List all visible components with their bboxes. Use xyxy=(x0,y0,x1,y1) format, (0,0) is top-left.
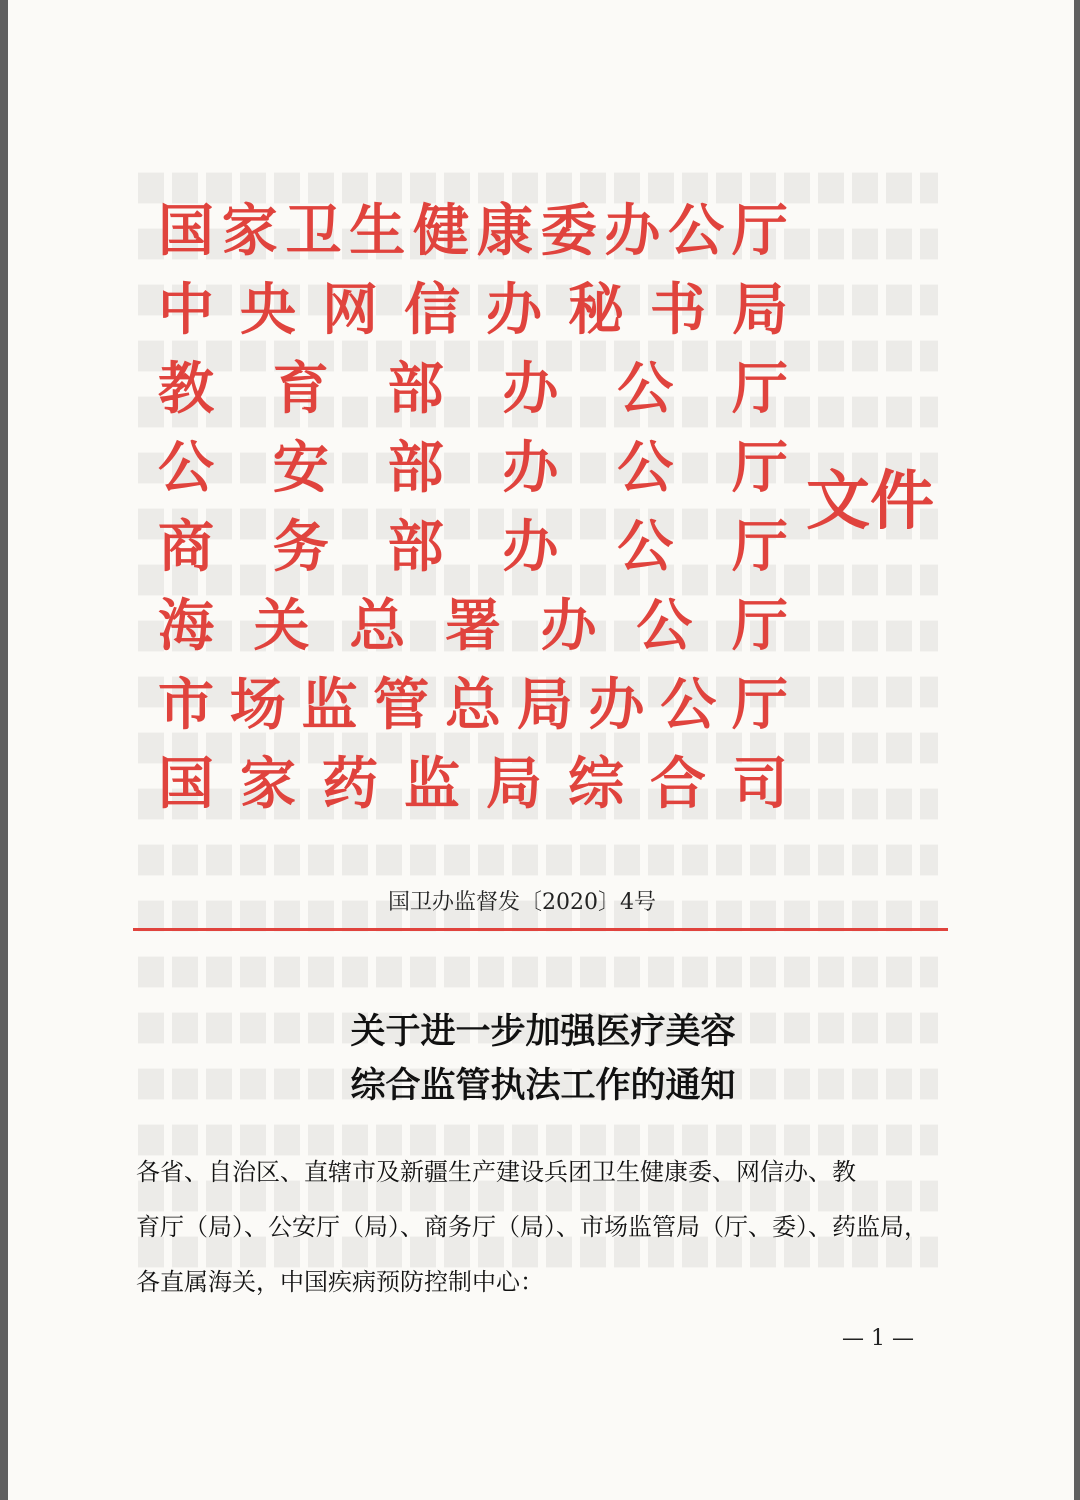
issuer-character: 家 xyxy=(221,198,278,264)
document-type-label: 文件 xyxy=(806,465,934,539)
issuer-line xyxy=(158,271,788,350)
issuer-character: 市 xyxy=(158,672,214,738)
issuer-character: 办 xyxy=(502,514,559,580)
issuing-authorities xyxy=(158,192,788,824)
recipients-line-2: 育厅（局）、公安厅（局）、商务厅（局）、市场监管局（厅、委）、药监局， xyxy=(136,1213,928,1241)
issuer-character: 办 xyxy=(540,593,597,659)
issuer-character: 公 xyxy=(617,435,674,501)
issuer-character: 厅 xyxy=(731,198,788,264)
issuer-character: 合 xyxy=(650,751,706,817)
issuer-character: 生 xyxy=(349,198,406,264)
issuer-line xyxy=(158,745,788,824)
issuer-character: 厅 xyxy=(731,356,788,422)
recipients-line-3: 各直属海关，中国疾病预防控制中心： xyxy=(136,1268,544,1296)
issuer-character: 海 xyxy=(158,593,214,659)
issuer-character: 药 xyxy=(322,751,378,817)
recipients-line-1: 各省、自治区、直辖市及新疆生产建设兵团卫生健康委、网信办、教 xyxy=(136,1158,856,1186)
issuer-character: 部 xyxy=(387,356,444,422)
issuer-character: 办 xyxy=(502,356,559,422)
issuer-character: 管 xyxy=(373,672,430,738)
issuer-character: 国 xyxy=(158,751,214,817)
issuer-character: 康 xyxy=(476,198,533,264)
issuer-character: 健 xyxy=(413,198,470,264)
issuer-character: 办 xyxy=(604,198,661,264)
issuer-character: 关 xyxy=(253,593,310,659)
issuer-character: 综 xyxy=(568,751,624,817)
issuer-line xyxy=(158,350,788,429)
issuer-character: 局 xyxy=(732,277,788,343)
issuer-character: 监 xyxy=(404,751,460,817)
issuer-line xyxy=(158,666,788,745)
issuer-character: 厅 xyxy=(731,514,788,580)
issuer-character: 办 xyxy=(588,672,645,738)
issuer-character: 公 xyxy=(158,435,214,501)
issuer-line xyxy=(158,429,788,508)
red-separator-line xyxy=(133,928,948,931)
issuer-character: 公 xyxy=(617,514,674,580)
document-number: 国卫办监督发〔2020〕4号 xyxy=(388,890,656,915)
issuer-line xyxy=(158,508,788,587)
issuer-character: 总 xyxy=(445,672,501,738)
issuer-character: 部 xyxy=(387,435,444,501)
issuer-character: 署 xyxy=(444,593,501,659)
issuer-line xyxy=(158,192,788,271)
issuer-character: 场 xyxy=(229,672,286,738)
document-page xyxy=(8,0,1074,1500)
issuer-character: 中 xyxy=(158,277,214,343)
title-line-2: 综合监管执法工作的通知 xyxy=(350,1065,736,1106)
issuer-character: 秘 xyxy=(568,277,624,343)
issuer-character: 司 xyxy=(732,751,788,817)
issuer-character: 委 xyxy=(540,198,597,264)
page-number: — 1 — xyxy=(842,1326,914,1351)
issuer-character: 公 xyxy=(617,356,674,422)
issuer-character: 国 xyxy=(158,198,214,264)
issuer-character: 监 xyxy=(301,672,358,738)
issuer-character: 育 xyxy=(272,356,329,422)
issuer-character: 卫 xyxy=(285,198,342,264)
issuer-character: 总 xyxy=(349,593,406,659)
issuer-character: 厅 xyxy=(731,435,788,501)
recipients-block xyxy=(136,1145,956,1310)
issuer-character: 公 xyxy=(668,198,725,264)
issuer-character: 网 xyxy=(322,277,378,343)
issuer-character: 书 xyxy=(650,277,706,343)
issuer-character: 商 xyxy=(158,514,214,580)
issuer-character: 教 xyxy=(158,356,214,422)
issuer-character: 办 xyxy=(486,277,542,343)
issuer-character: 局 xyxy=(516,672,573,738)
issuer-character: 部 xyxy=(387,514,444,580)
issuer-character: 信 xyxy=(404,277,460,343)
issuer-character: 安 xyxy=(272,435,329,501)
issuer-character: 厅 xyxy=(731,593,788,659)
issuer-character: 家 xyxy=(240,751,296,817)
issuer-character: 公 xyxy=(660,672,717,738)
document-title xyxy=(268,1005,818,1113)
issuer-character: 公 xyxy=(636,593,693,659)
issuer-character: 厅 xyxy=(732,672,788,738)
issuer-character: 局 xyxy=(486,751,542,817)
issuer-line xyxy=(158,587,788,666)
issuer-character: 办 xyxy=(502,435,559,501)
issuer-character: 务 xyxy=(272,514,329,580)
title-line-1: 关于进一步加强医疗美容 xyxy=(350,1011,736,1052)
issuer-character: 央 xyxy=(240,277,296,343)
